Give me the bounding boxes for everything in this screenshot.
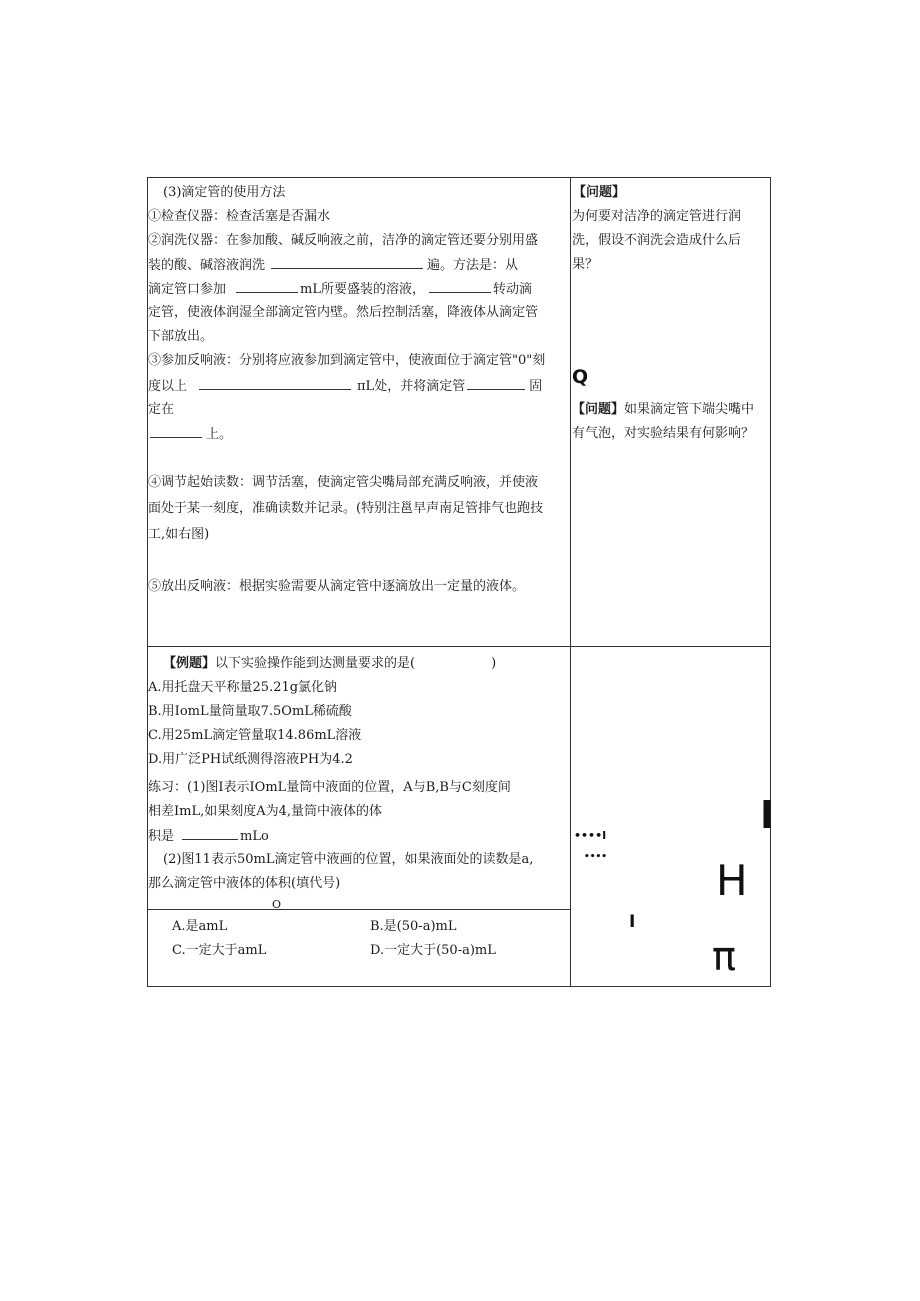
rinse-count-blank[interactable] bbox=[271, 256, 423, 269]
step-3-text: πL处，并将滴定管 bbox=[357, 379, 466, 394]
step-2-line-5: 下部放出。 bbox=[148, 329, 214, 344]
step-4-line-2: 面处于某一刻度，准确读数并记录。(特别注邕早声南足管排气也跑技 bbox=[148, 501, 544, 516]
step-4-line-3: 工,如右图) bbox=[148, 527, 210, 542]
step-3-text: 上。 bbox=[206, 427, 233, 442]
practice-1-line-2: 相差ImL,如果刻度A为4,量筒中液体的体 bbox=[148, 804, 383, 819]
question-2-line-1 bbox=[572, 401, 754, 419]
step-4-line-1: ④调节起始读数：调节活塞，使滴定管尖嘴局部充满反响液，并使液 bbox=[148, 475, 539, 490]
step-1: ①检查仪器：检查活塞是否漏水 bbox=[148, 209, 331, 224]
question-2-label: 【问题】 bbox=[572, 402, 625, 417]
volume-blank[interactable] bbox=[236, 280, 298, 293]
option-c[interactable]: C.用25mL滴定管量取14.86mL溶液 bbox=[148, 728, 362, 743]
step-3-line-2 bbox=[148, 377, 542, 396]
stand-blank[interactable] bbox=[150, 425, 202, 438]
q-mark: Q bbox=[572, 366, 589, 388]
step-2-text: 装的酸、碱溶液润洗 bbox=[148, 258, 266, 273]
question-1-line-3: 果？ bbox=[572, 257, 599, 272]
column-divider bbox=[570, 177, 571, 987]
step-2-line-4: 定管，使液体润湿全部滴定管内壁。然后控制活塞，降液体从滴定管 bbox=[148, 305, 539, 320]
step-3-line-1: ③参加反响液：分别将应液参加到滴定管中，使液面位于滴定管"0"刻 bbox=[148, 353, 546, 368]
answer-divider bbox=[147, 909, 571, 910]
step-2-text: mL所要盛装的溶液， bbox=[300, 282, 425, 297]
volume-answer-blank[interactable] bbox=[182, 827, 238, 840]
fix-blank[interactable] bbox=[467, 377, 525, 390]
question-2-text: 如果滴定管下端尖嘴中 bbox=[624, 402, 755, 417]
step-3-text: 固 bbox=[529, 379, 543, 394]
scale-bar-1: I bbox=[760, 793, 775, 837]
question-1-line-1: 为何要对洁净的滴定管进行润 bbox=[572, 209, 742, 224]
practice-1-line-1: 练习：(1)图I表示IOmL量筒中液面的位置，A与B,B与C刻度间 bbox=[148, 780, 511, 795]
pi-glyph: π bbox=[712, 934, 737, 980]
row-divider bbox=[147, 646, 771, 647]
option-b[interactable]: B.用IomL量筒量取7.5OmL稀硫酸 bbox=[148, 704, 352, 719]
section-title: (3)滴定管的使用方法 bbox=[163, 185, 286, 200]
rotate-blank[interactable] bbox=[429, 280, 491, 293]
example-label: 【例题】 bbox=[163, 656, 216, 671]
practice-1-line-3 bbox=[148, 827, 269, 846]
step-3-line-4 bbox=[148, 425, 232, 444]
practice-2-line-1: (2)图11表示50mL滴定管中液画的位置，如果液面处的读数是a, bbox=[163, 852, 534, 867]
dots-marker-2: •••• bbox=[584, 852, 608, 862]
letter-h-glyph: H bbox=[716, 856, 748, 905]
step-2-line-1: ②润洗仪器：在参加酸、碱反响液之前，洁净的滴定管还要分别用盛 bbox=[148, 233, 539, 248]
example-paren: ) bbox=[491, 656, 497, 671]
answer-c[interactable]: C.一定大于amL bbox=[172, 943, 267, 958]
option-a[interactable]: A.用托盘天平称量25.21g氯化钠 bbox=[148, 680, 338, 695]
step-3-text: 度以上 bbox=[148, 379, 188, 394]
above-zero-blank[interactable] bbox=[199, 377, 351, 390]
scale-bar-2: I bbox=[629, 912, 636, 932]
step-2-line-3 bbox=[148, 280, 532, 299]
step-3-line-3: 定在 bbox=[148, 402, 175, 417]
question-1-label: 【问题】 bbox=[573, 185, 626, 200]
step-2-text: 遍。方法是：从 bbox=[427, 258, 519, 273]
step-5: ⑤放出反响液：根据实验需要从滴定管中逐滴放出一定量的液体。 bbox=[148, 579, 526, 594]
answer-a[interactable]: A.是amL bbox=[172, 919, 228, 934]
example-question bbox=[163, 655, 496, 673]
stray-o: O bbox=[272, 899, 282, 909]
dots-marker-1: ••••I bbox=[574, 829, 607, 842]
practice-text: 积是 bbox=[148, 829, 175, 844]
answer-d[interactable]: D.一定大于(50-a)mL bbox=[370, 943, 496, 958]
question-2-line-2: 有气泡，对实验结果有何影响？ bbox=[572, 426, 755, 441]
answer-b[interactable]: B.是(50-a)mL bbox=[370, 919, 457, 934]
practice-2-line-2: 那么滴定管中液体的体积(填代号) bbox=[148, 876, 341, 891]
step-2-text: 滴定管口参加 bbox=[148, 282, 227, 297]
option-d[interactable]: D.用广泛PH试纸测得溶液PH为4.2 bbox=[148, 752, 353, 767]
example-text: 以下实验操作能到达测量要求的是( bbox=[215, 656, 416, 671]
practice-text: mLo bbox=[240, 829, 269, 844]
step-2-line-2 bbox=[148, 256, 518, 275]
step-2-text: 转动滴 bbox=[492, 282, 532, 297]
question-1-line-2: 洗，假设不润洗会造成什么后 bbox=[572, 233, 742, 248]
